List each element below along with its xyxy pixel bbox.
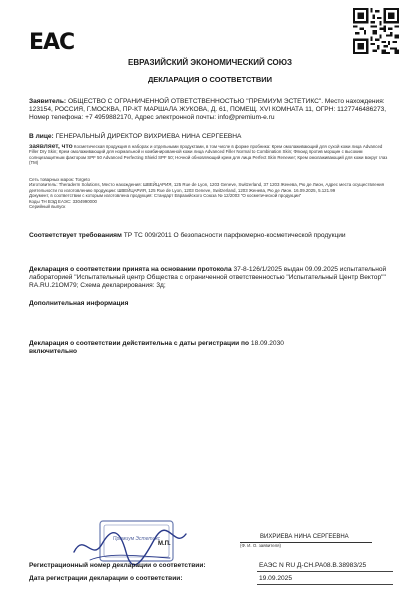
declares-label: заявляет, что (29, 143, 73, 150)
basis-label: Декларация о соответствии принята на основании протокола (29, 266, 232, 273)
stamp-text: Премиум Эстетикс (112, 536, 161, 542)
mp-label: М.П. (158, 541, 171, 547)
registration-number-label: Регистрационный номер декларации о соответствии: (29, 562, 206, 569)
registration-date: 19.09.2025 (259, 575, 293, 582)
registration-date-row (29, 575, 393, 582)
applicant-label: Заявитель: (29, 98, 67, 105)
basis-text: 37-8-126/1/2025 выдан 09.09.2025 испытательной лабораторией "Испытательный центр Общества с ограниченной ответственностью "Испытательный Центр Вектор"" RA.RU.21ОМ79; Схема декларирования: 3д; (29, 266, 387, 290)
registration-number-underline (257, 571, 393, 572)
document-line: Документ, в соответствии с которым изготовлена продукция: Стандарт Евразийского Союза № 12/2003 "О косметической продукции" (29, 193, 302, 199)
validity-date: 18.09.2030 (250, 340, 284, 347)
manufacturer-line: Изготовитель: Theraderm Solutions, Место нахождения: ШВЕЙЦАРИЯ, 125 Rue de Lyon, 1203 Geneve, Switzerland, 37 1203 Женева, Рю де Лион, Адрес места осуществления деятельности по изготовлению продукции: ШВЕЙЦАРИЯ, 125 Rue de Lyon, 1203 Geneve, Switzerland, 1203 Женева, Рю де Лион. 16.09.2025, 5.121.99 (29, 182, 384, 193)
requirements-text: ТР ТС 009/2011 О безопасности парфюмерно-косметической продукции (123, 232, 346, 239)
declaration-title: ДЕКЛАРАЦИЯ О СООТВЕТСТВИИ (147, 75, 273, 84)
qr-code-icon (353, 8, 399, 54)
validity-label: Декларация о соответствии действительна с даты регистрации по (29, 340, 250, 347)
person-label: В лице: (29, 133, 54, 140)
brand-line: Сеть товарных марок: Torgeto (29, 177, 90, 182)
additional-label: Дополнительная информация (29, 300, 129, 307)
basis-block (29, 266, 393, 291)
manufacturer-block (29, 177, 393, 209)
applicant-text: ОБЩЕСТВО С ОГРАНИЧЕННОЙ ОТВЕТСТВЕННОСТЬЮ "ПРЕМИУМ ЭСТЕТИКС". Место нахождения: 123154, РОССИЯ, Г.МОСКВА, ПР-КТ МАРШАЛА ЖУКОВА, Д. 61, ПОМЕЩ. XVI КОМНАТА 11, ОГРН: 1127746486273, Номер телефона: +7 4959882170, Адрес электронной почты: info@premium-e.ru (29, 98, 387, 122)
union-heading: ЕВРАЗИЙСКИЙ ЭКОНОМИЧЕСКИЙ СОЮЗ (127, 58, 293, 67)
signatory-name: ВИХРИЕВА НИНА СЕРГЕЕВНА (260, 534, 349, 540)
registration-date-underline (257, 584, 393, 585)
signatory-role: (Ф. И. О. заявителя) (240, 543, 281, 548)
serial-line: Серийный выпуск (29, 204, 66, 210)
declares-text: Косметическая продукция в наборах и отдельными продуктами, в том числе в форме пробника: Крем омолаживающий для сухой кожи лица Advanced Filler Dry Skin; Крем омолаживающий для нормальной и комбинированной кожи лица Advanced Filler Normal to Combination Skin; Флюид против морщин с высоким солнцезащитным фактором SPF 50 Advanced Perfecting Shield SPF 50; Ночной обновляющий крем для лица Perfect Skin Renewer; Крем омолаживающий для кожи вокруг глаз (ТМ) (29, 144, 388, 166)
eac-logo: EAC (29, 30, 75, 55)
person-block (29, 133, 393, 141)
registration-number-row (29, 562, 393, 569)
validity-block (29, 340, 393, 356)
requirements-label: Соответствует требованиям (29, 232, 122, 239)
tnved-line: Коды ТН ВЭД ЕАЭС: 3304990000 (29, 198, 97, 204)
registration-number: ЕАЭС N RU Д-CH.PA08.B.38983/25 (259, 562, 367, 569)
applicant-block (29, 98, 393, 123)
registration-date-label: Дата регистрации декларации о соответствии: (29, 575, 183, 582)
requirements-block (29, 232, 393, 240)
validity-suffix: включительно (29, 348, 78, 356)
person-text: ГЕНЕРАЛЬНЫЙ ДИРЕКТОР ВИХРИЕВА НИНА СЕРГЕЕВНА (55, 133, 242, 140)
additional-block (29, 300, 393, 308)
declares-block (29, 144, 393, 166)
